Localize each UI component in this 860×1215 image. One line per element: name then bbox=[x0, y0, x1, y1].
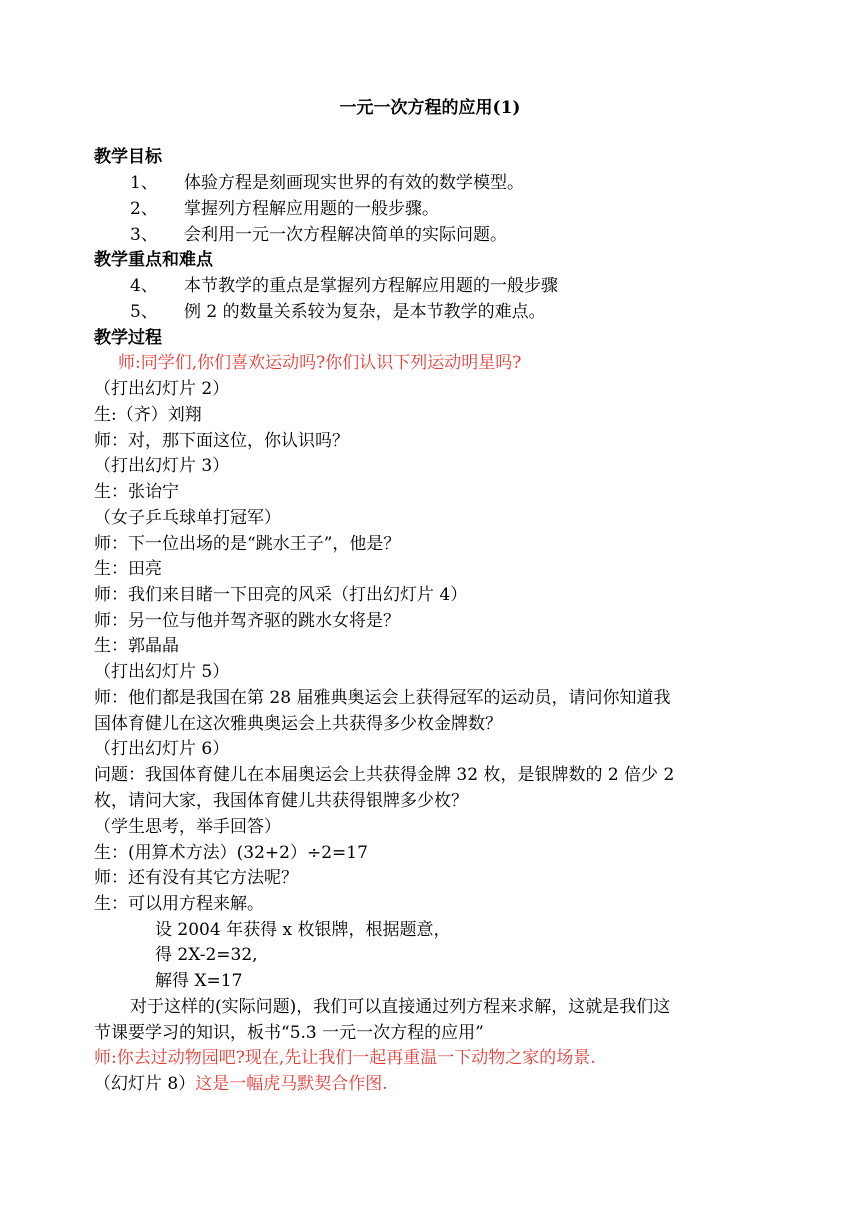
goal-text: 会利用一元一次方程解决简单的实际问题。 bbox=[184, 225, 507, 245]
dialogue-line: （打出幻灯片 3） bbox=[94, 456, 230, 476]
goal-text: 掌握列方程解应用题的一般步骤。 bbox=[184, 199, 439, 219]
solution-line: 得 2X-2=32, bbox=[155, 945, 258, 965]
goal-text: 体验方程是刻画现实世界的有效的数学模型。 bbox=[184, 173, 524, 193]
dialogue-line: （打出幻灯片 2） bbox=[94, 379, 230, 399]
key-point-number: 5、 bbox=[130, 302, 158, 322]
dialogue-line: 师：下一位出场的是“跳水王子”，他是？ bbox=[94, 534, 401, 554]
goal-item bbox=[130, 171, 524, 196]
key-point-text: 例 2 的数量关系较为复杂，是本节教学的难点。 bbox=[184, 302, 546, 322]
dialogue-line: 问题：我国体育健儿在本届奥运会上共获得金牌 32 枚，是银牌数的 2 倍少 2 bbox=[94, 765, 675, 785]
dialogue-line: 生：郭晶晶 bbox=[94, 636, 179, 656]
dialogue-line: 生：(用算术方法）(32+2）÷2=17 bbox=[94, 843, 368, 863]
dialogue-line: （学生思考，举手回答） bbox=[94, 817, 281, 837]
highlighted-text: 这是一幅虎马默契合作图. bbox=[195, 1074, 388, 1094]
dialogue-line: 生：田亮 bbox=[94, 559, 162, 579]
goal-number: 1、 bbox=[130, 173, 158, 193]
dialogue-line: 生:（齐）刘翔 bbox=[94, 405, 202, 425]
dialogue-line: 师：我们来目睹一下田亮的风采（打出幻灯片 4） bbox=[94, 585, 468, 605]
goal-item bbox=[130, 197, 439, 222]
dialogue-line: 师：还有没有其它方法呢？ bbox=[94, 868, 298, 888]
dialogue-line: 生：张诒宁 bbox=[94, 482, 179, 502]
goal-number: 2、 bbox=[130, 199, 158, 219]
goals-heading: 教学目标 bbox=[94, 147, 162, 167]
dialogue-line: 师：对，那下面这位，你认识吗？ bbox=[94, 431, 349, 451]
dialogue-line: （打出幻灯片 5） bbox=[94, 662, 230, 682]
solution-line: 解得 X=17 bbox=[155, 971, 243, 991]
dialogue-line: 国体育健儿在这次雅典奥运会上共获得多少枚金牌数？ bbox=[94, 714, 502, 734]
dialogue-line bbox=[94, 1072, 388, 1097]
dialogue-line: （女子乒乓球单打冠军） bbox=[94, 508, 281, 528]
dialogue-line: 生：可以用方程来解。 bbox=[94, 894, 264, 914]
process-heading: 教学过程 bbox=[94, 328, 162, 348]
key-point-item bbox=[130, 274, 558, 299]
goal-number: 3、 bbox=[130, 225, 158, 245]
dialogue-line: 对于这样的(实际问题)，我们可以直接通过列方程来求解，这就是我们这 bbox=[130, 997, 671, 1017]
dialogue-line: （打出幻灯片 6） bbox=[94, 739, 230, 759]
solution-line: 设 2004 年获得 x 枚银牌，根据题意， bbox=[155, 920, 451, 940]
dialogue-line: 师：另一位与他并驾齐驱的跳水女将是？ bbox=[94, 611, 400, 631]
page-title: 一元一次方程的应用(1) bbox=[339, 98, 521, 118]
dialogue-line: 师：他们都是我国在第 28 届雅典奥运会上获得冠军的运动员，请问你知道我 bbox=[94, 688, 671, 708]
dialogue-line: 师:你去过动物园吧?现在,先让我们一起再重温一下动物之家的场景. bbox=[94, 1048, 596, 1068]
goal-item bbox=[130, 223, 507, 248]
dialogue-line: 枚，请问大家，我国体育健儿共获得银牌多少枚？ bbox=[94, 791, 468, 811]
key-heading: 教学重点和难点 bbox=[94, 250, 213, 270]
key-point-item bbox=[130, 300, 546, 325]
dialogue-line: 师:同学们,你们喜欢运动吗?你们认识下列运动明星吗? bbox=[118, 353, 522, 373]
slide-note: （幻灯片 8） bbox=[94, 1074, 196, 1094]
key-point-text: 本节教学的重点是掌握列方程解应用题的一般步骤 bbox=[184, 276, 558, 296]
key-point-number: 4、 bbox=[130, 276, 158, 296]
dialogue-line: 节课要学习的知识，板书“5.3 一元一次方程的应用” bbox=[94, 1023, 484, 1043]
